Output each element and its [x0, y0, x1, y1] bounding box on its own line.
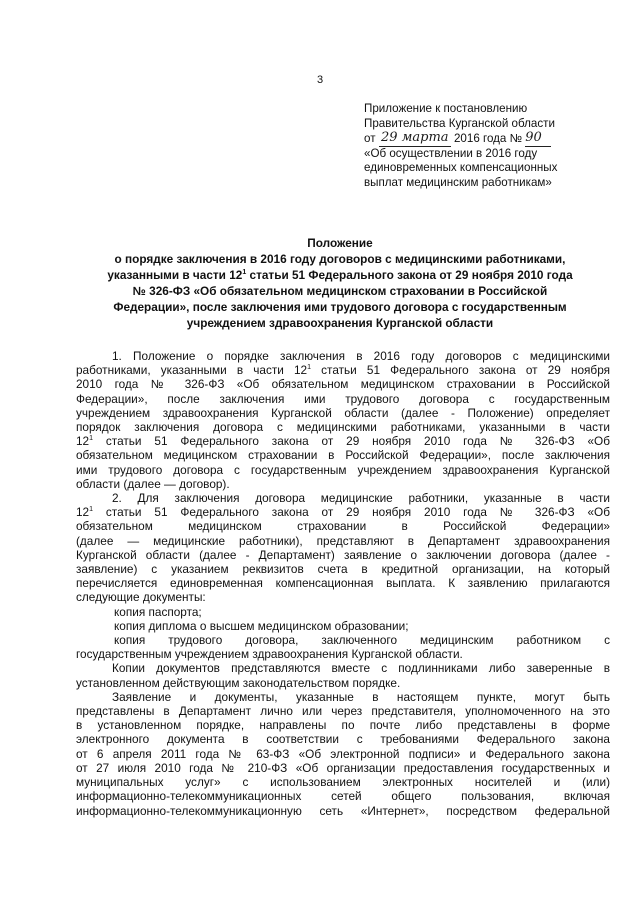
- appendix-line: Правительства Курганской области: [364, 116, 555, 130]
- list-item: копия трудового договора, заключенного медицинским работником с: [114, 633, 610, 648]
- handwritten-number: 90: [525, 130, 542, 146]
- list-item: государственным учреждением здравоохранения Курганской области.: [76, 647, 463, 662]
- heading-line: № 326-ФЗ «Об обязательном медицинском страховании в Российской: [132, 283, 548, 298]
- paragraph-line: информационно-телекоммуникационных сетей общего пользования, включая: [76, 789, 610, 804]
- paragraph-line: (далее — медицинские работники), представляют в Департамент здравоохранения: [76, 533, 610, 548]
- paragraph-line: Курганской области (далее - Департамент) заявление о заключении договора (далее -: [76, 547, 610, 562]
- paragraph-line: ими трудового договора с государственным учреждением здравоохранения Курганской: [76, 462, 610, 477]
- appendix-line: «Об осуществлении в 2016 году: [364, 146, 538, 160]
- document-heading: [70, 236, 610, 331]
- paragraph-line: учреждением здравоохранения Курганской области (далее - Положение) определяет: [76, 405, 610, 420]
- paragraph-line: 1. Положение о порядке заключения в 2016 году договоров с медицинскими: [112, 349, 610, 363]
- paragraph-line: $12^1$ статьи 51 Федерального закона от 29 ноября 2010 года № 326-ФЗ «Об: [76, 505, 610, 520]
- paragraph-line: 2010 года № 326-ФЗ «Об обязательном медицинском страховании в Российской: [76, 377, 610, 392]
- paragraph-line: следующие документы:: [76, 590, 206, 605]
- list-item: копия паспорта;: [114, 604, 202, 619]
- paragraph-line: обязательном медицинском страховании в Российской Федерации», после заключения: [76, 448, 610, 463]
- paragraph-line: Федерации», после заключения ими трудового договора с государственным: [76, 391, 610, 406]
- heading-line: о порядке заключения в 2016 году договоров с медицинскими работниками,: [114, 251, 566, 266]
- paragraph-line: муниципальных услуг» с использованием электронных носителей и (или): [76, 775, 610, 790]
- paragraph-line: представлены в Департамент лично или через представителя, уполномоченного на это: [76, 704, 610, 719]
- document-body: [76, 349, 610, 818]
- paragraph-line: 2. Для заключения договора медицинские работники, указанные в части: [112, 491, 610, 506]
- paragraph-line: заявление) с указанием реквизитов счета в кредитной организации, на который: [76, 562, 610, 577]
- paragraph-line: работниками, указанными в части $12^1$ статьи 51 Федерального закона от 29 ноября: [76, 363, 610, 378]
- paragraph-line: информационно-телекоммуникационную сеть «Интернет», посредством федеральной: [76, 803, 610, 818]
- paragraph-line: Копии документов представляются вместе с подлинниками либо заверенные в: [112, 661, 610, 676]
- paragraph-line: установленном действующим законодательством порядке.: [76, 675, 401, 690]
- appendix-date-suffix: 2016 года №: [453, 132, 523, 146]
- appendix-block: [364, 102, 614, 191]
- heading-line: Федерации», после заключения ими трудового договора с государственным: [113, 299, 567, 314]
- paragraph-line: порядок заключения договора с медицинскими работниками, указанными в части: [76, 420, 610, 435]
- page-number: 3: [316, 74, 324, 86]
- paragraph-line: $12^1$ статьи 51 Федерального закона от 29 ноября 2010 года № 326-ФЗ «Об: [76, 434, 610, 449]
- paragraph-line: от 6 апреля 2011 года № 63-ФЗ «Об электронной подписи» и Федерального закона: [76, 746, 610, 761]
- appendix-line: выплат медицинским работникам»: [364, 175, 552, 189]
- paragraph-line: перечисляется единовременная компенсационная выплата. К заявлению прилагаются: [76, 576, 610, 591]
- paragraph-line: Заявление и документы, указанные в настоящем пункте, могут быть: [112, 689, 610, 704]
- appendix-line: единовременных компенсационных: [364, 161, 558, 175]
- paragraph-line: области (далее — договор).: [76, 476, 230, 491]
- heading-line: указанными в части $12^1$ статьи 51 Федерального закона от 29 ноября 2010 года: [107, 267, 573, 282]
- handwritten-date: 29 марта: [380, 130, 449, 146]
- paragraph-line: электронного документа в соответствии с требованиями Федерального закона: [76, 732, 610, 747]
- appendix-date-line: [364, 131, 614, 147]
- list-item: копия диплома о высшем медицинском образовании;: [114, 618, 409, 633]
- heading-line: учреждением здравоохранения Курганской области: [186, 315, 494, 330]
- appendix-line: Приложение к постановлению: [364, 102, 528, 115]
- paragraph-line: обязательном медицинском страховании в Российской Федерации»: [76, 519, 610, 534]
- paragraph-line: в установленном порядке, направлены по почте либо представлены в форме: [76, 718, 610, 733]
- heading-title: Положение: [307, 236, 373, 250]
- paragraph-line: от 27 июля 2010 года № 210-ФЗ «Об организации предоставления государственных и: [76, 760, 610, 775]
- appendix-date-prefix: от: [364, 132, 376, 146]
